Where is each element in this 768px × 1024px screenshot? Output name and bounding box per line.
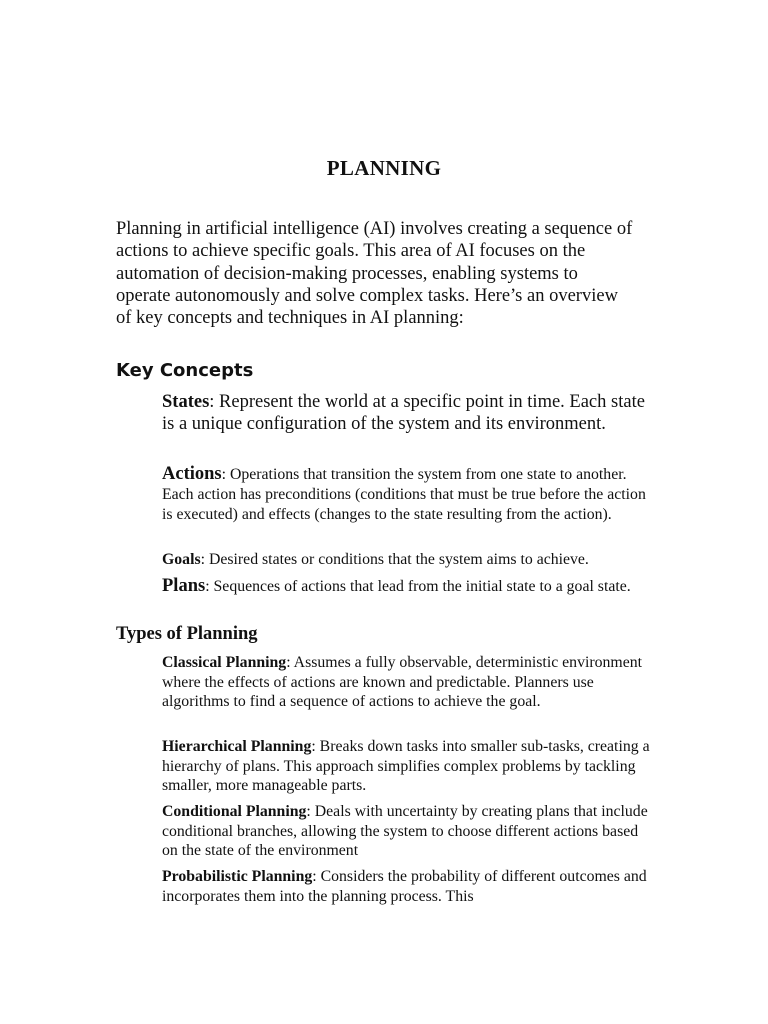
type-term: Conditional Planning <box>162 803 307 820</box>
concept-text: : Operations that transition the system from one state to another. Each action has preconditions (conditions that must be true before the action is executed) and effects (changes to the state resulting from the action). <box>162 466 646 523</box>
key-concepts-heading: Key Concepts <box>116 360 254 381</box>
concept-text: : Desired states or conditions that the system aims to achieve. <box>200 551 589 568</box>
concept-term: Goals <box>162 551 201 568</box>
concept-text: : Represent the world at a specific point in time. Each state is a unique configuration of the system and its environment. <box>162 392 645 435</box>
type-probabilistic-planning <box>162 867 657 906</box>
concept-text: : Sequences of actions that lead from the initial state to a goal state. <box>205 578 631 595</box>
concept-plans <box>162 576 657 597</box>
type-text: : Assumes a fully observable, deterministic environment where the effects of actions are known and predictable. Planners use algorithms to find a sequence of actions to achieve the goal. <box>162 654 643 711</box>
concept-term: Plans <box>162 576 206 596</box>
type-conditional-planning <box>162 802 657 861</box>
concept-states <box>162 391 657 436</box>
type-hierarchical-planning <box>162 737 657 796</box>
concept-term: States <box>162 392 210 412</box>
concept-goals <box>162 550 657 570</box>
concept-term: Actions <box>162 464 222 484</box>
type-classical-planning <box>162 653 657 712</box>
page-title: PLANNING <box>326 156 442 180</box>
type-term: Classical Planning <box>162 654 287 671</box>
types-of-planning-heading: Types of Planning <box>116 624 258 644</box>
type-text: : Deals with uncertainty by creating plans that include conditional branches, allowing the system to choose different actions based on the state of the environment <box>162 803 648 860</box>
concept-actions <box>162 464 657 525</box>
type-text: : Breaks down tasks into smaller sub-tasks, creating a hierarchy of plans. This approach simplifies complex problems by tackling smaller, more manageable parts. <box>162 738 650 795</box>
type-term: Probabilistic Planning <box>162 868 313 885</box>
type-text: : Considers the probability of different outcomes and incorporates them into the planning process. This <box>162 868 647 905</box>
intro-paragraph: Planning in artificial intelligence (AI) involves creating a sequence of actions to achieve specific goals. This area of AI focuses on the automation of decision-making processes, enabling systems to operate autonomously and solve complex tasks. Here’s an overview of key concepts and techniques in AI planning: <box>116 219 633 329</box>
type-term: Hierarchical Planning <box>162 738 312 755</box>
